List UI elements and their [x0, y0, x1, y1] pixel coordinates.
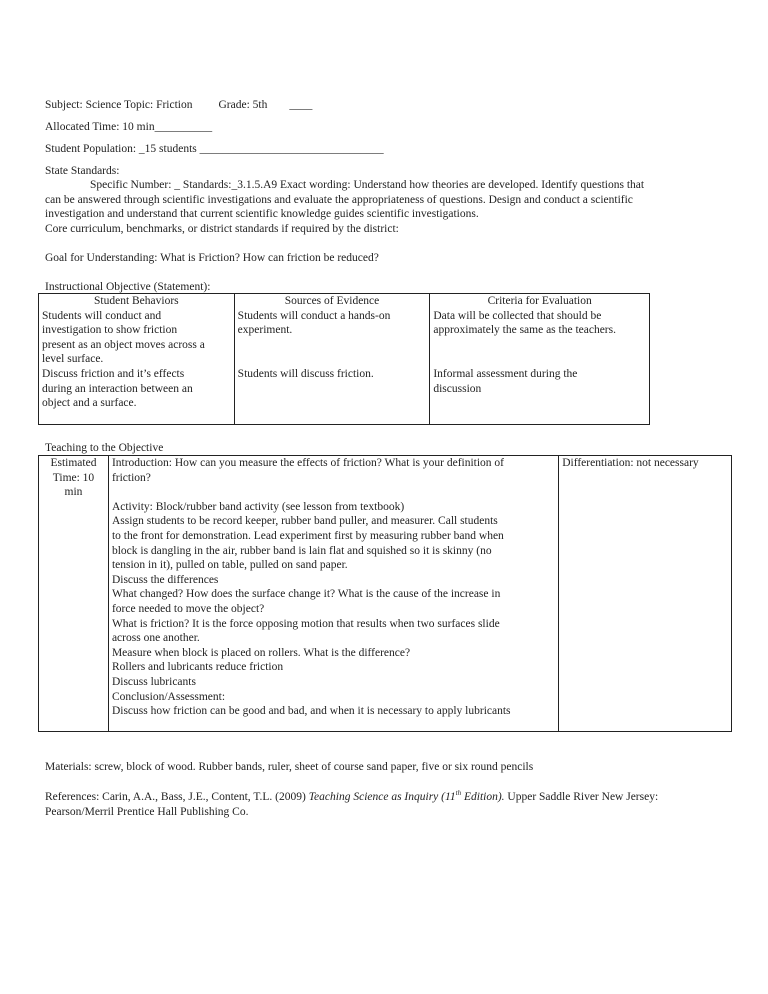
- instructional-objective-label: Instructional Objective (Statement):: [45, 281, 211, 293]
- table-line: Students will conduct a hands-on: [237, 309, 391, 322]
- table-line: Discuss how friction can be good and bad, and when it is necessary to apply lubricants: [111, 705, 511, 718]
- table-line: Estimated: [50, 457, 97, 469]
- table-line: Discuss the differences: [111, 573, 219, 586]
- sources-of-evidence-cell: [234, 309, 430, 425]
- book-title: Teaching Science as Inquiry (11th Edition).: [308, 789, 505, 803]
- table-line: What is friction? It is the force opposing motion that results when two surfaces slide: [111, 617, 500, 630]
- objective-table-row: [39, 309, 650, 425]
- standards-line-3: investigation and understand that current scientific knowledge guides scientific investigations.: [45, 208, 479, 220]
- teaching-table-row: [39, 456, 732, 732]
- allocated-time: Allocated Time: 10 min__________: [45, 121, 213, 133]
- table-line: level surface.: [42, 353, 104, 366]
- materials: Materials: screw, block of wood. Rubber bands, ruler, sheet of course sand paper, five or six round pencils: [45, 761, 534, 773]
- table-line: present as an object moves across a: [42, 338, 205, 351]
- table-line: Students will conduct and: [42, 309, 162, 322]
- header-criteria-for-evaluation: Criteria for Evaluation: [430, 294, 650, 309]
- state-standards-label: State Standards:: [45, 165, 120, 177]
- table-line: Assign students to be record keeper, rubber band puller, and measurer. Call students: [111, 515, 498, 528]
- table-line: Data will be collected that should be: [433, 309, 602, 322]
- table-line: Activity: Block/rubber band activity (see lesson from textbook): [111, 500, 405, 513]
- standards-line-2: can be answered through scientific investigations and evaluate the appropriateness of questions. Design and conduct a scientific: [45, 194, 633, 206]
- references-suffix: Upper Saddle River New Jersey:: [504, 791, 659, 803]
- table-line: Informal assessment during the: [433, 367, 578, 380]
- table-line: tension in it), pulled on table, pulled on sand paper.: [111, 559, 348, 572]
- table-line: Discuss friction and it’s effects: [42, 367, 185, 380]
- table-line: Discuss lubricants: [111, 675, 196, 688]
- table-line: What changed? How does the surface change it? What is the cause of the increase in: [111, 588, 501, 601]
- table-line: during an interaction between an: [42, 382, 193, 395]
- criteria-for-evaluation-cell: [430, 309, 650, 425]
- table-line: across one another.: [111, 632, 200, 645]
- table-line: investigation to show friction: [42, 324, 178, 337]
- header-sources-of-evidence: Sources of Evidence: [234, 294, 430, 309]
- table-line: Rollers and lubricants reduce friction: [111, 661, 284, 674]
- subject-topic: Subject: Science Topic: Friction: [45, 99, 193, 111]
- differentiation-text: Differentiation: not necessary: [562, 457, 699, 469]
- lesson-procedure-cell: [108, 456, 558, 732]
- grade-blank: ____: [289, 99, 313, 111]
- estimated-time-cell: [39, 456, 109, 732]
- references: [45, 790, 658, 805]
- student-population: Student Population: _15 students ________________________________: [45, 143, 384, 155]
- table-line: block is dangling in the air, rubber band is lain flat and squished so it is skinny (no: [111, 544, 492, 557]
- specific-number: Specific Number: _ Standards:_3.1.5.A9 Exact wording: Understand how theories are developed. Identify questions that: [90, 179, 645, 191]
- teaching-title: Teaching to the Objective: [45, 442, 164, 454]
- table-line: object and a surface.: [42, 397, 137, 410]
- table-line: Students will discuss friction.: [237, 367, 374, 380]
- subject-topic-line: [45, 98, 312, 113]
- references-prefix: References: Carin, A.A., Bass, J.E., Content, T.L. (2009): [45, 791, 309, 803]
- goal-for-understanding: Goal for Understanding: What is Friction? How can friction be reduced?: [45, 252, 379, 264]
- table-line: force needed to move the object?: [111, 602, 265, 615]
- table-line: discussion: [433, 382, 482, 395]
- differentiation-cell: [559, 456, 732, 732]
- header-student-behaviors: Student Behaviors: [39, 294, 235, 309]
- table-line: Time: 10: [52, 471, 95, 484]
- table-line: approximately the same as the teachers.: [433, 324, 616, 337]
- student-behaviors-cell: [39, 309, 235, 425]
- table-line: experiment.: [237, 324, 293, 337]
- references-line-2: Pearson/Merril Prentice Hall Publishing Co.: [45, 806, 249, 818]
- objective-table: [38, 293, 650, 425]
- table-line: min: [64, 486, 83, 499]
- table-line: friction?: [111, 471, 151, 484]
- core-curriculum: Core curriculum, benchmarks, or district standards if required by the district:: [45, 223, 399, 235]
- table-line: Measure when block is placed on rollers. What is the difference?: [111, 646, 411, 659]
- table-line: Conclusion/Assessment:: [111, 690, 226, 703]
- table-line: to the front for demonstration. Lead experiment first by measuring rubber band when: [111, 529, 504, 542]
- objective-table-header-row: [39, 294, 650, 309]
- table-line: Introduction: How can you measure the effects of friction? What is your definition of: [111, 457, 505, 469]
- grade: Grade: 5th: [218, 99, 268, 111]
- teaching-table: [38, 455, 732, 732]
